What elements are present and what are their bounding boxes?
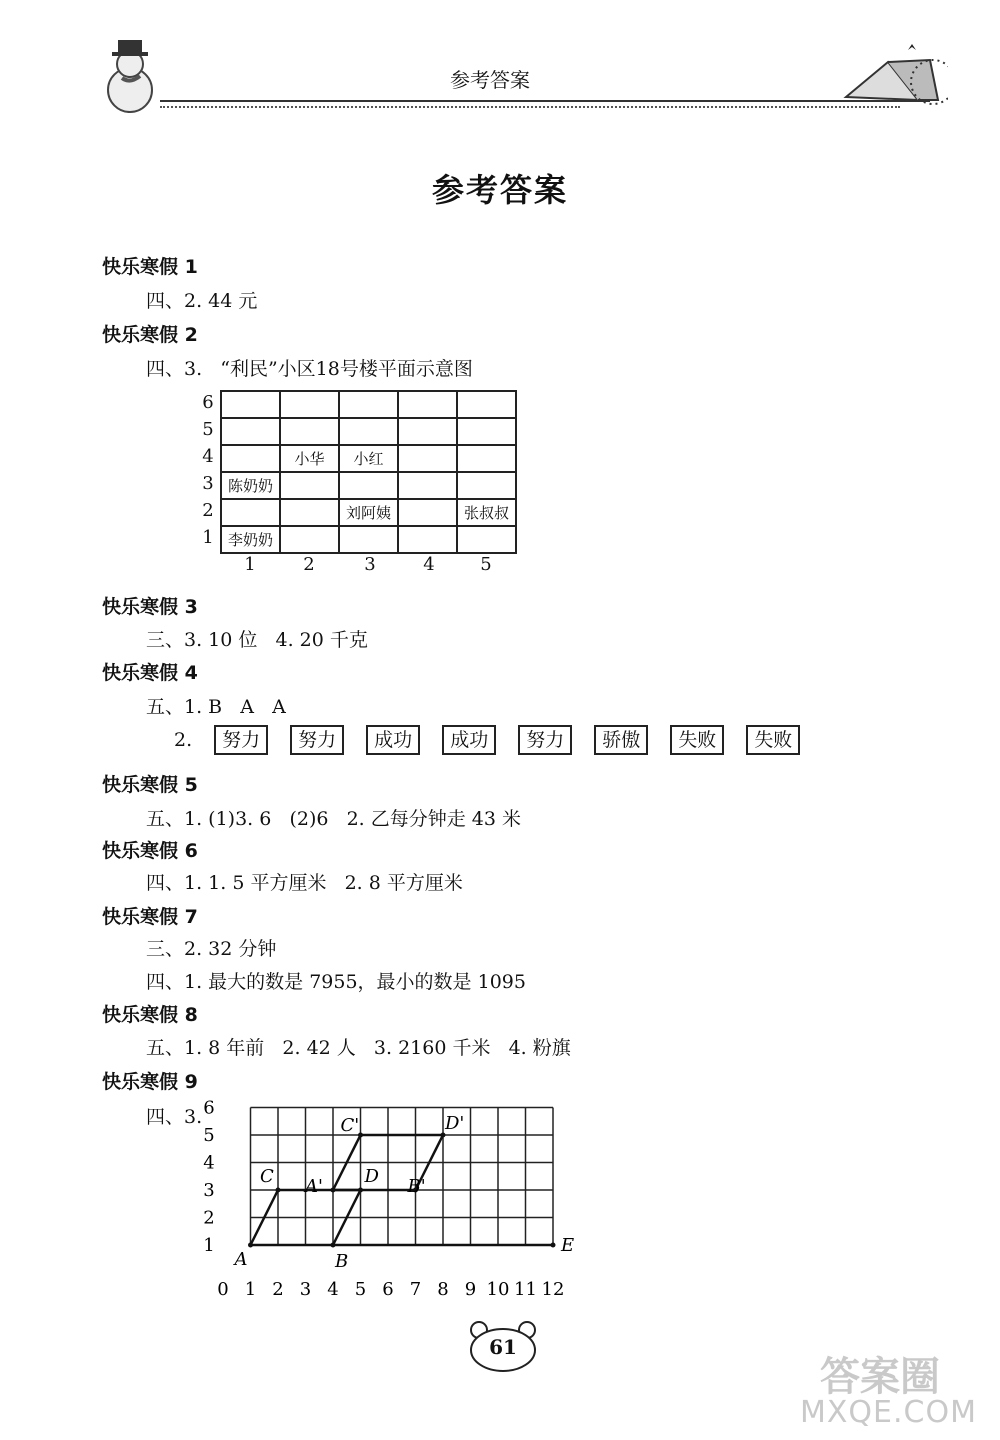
y-tick-label: 3	[203, 1180, 215, 1201]
grid-cell	[280, 499, 339, 526]
y-label: 3	[202, 473, 214, 494]
answer-line: 五、1. 8 年前 2. 42 人 3. 2160 千米 4. 粉旗	[146, 1037, 571, 1059]
answer-line: 三、3. 10 位 4. 20 千克	[146, 629, 368, 651]
grid-cell	[280, 418, 339, 445]
grid-cell	[398, 418, 457, 445]
grid-cell	[457, 391, 516, 418]
x-label: 1	[244, 554, 256, 575]
word-box: 骄傲	[594, 725, 648, 755]
grid-cell	[398, 391, 457, 418]
word-box: 努力	[518, 725, 572, 755]
section-title-8: 快乐寒假 8	[102, 1004, 198, 1026]
word-box: 努力	[214, 725, 268, 755]
grid-cell: 小华	[280, 445, 339, 472]
grid-cell	[457, 526, 516, 553]
x-tick-label: 0	[217, 1279, 229, 1300]
x-label: 3	[364, 554, 376, 575]
point-label: C'	[340, 1115, 360, 1136]
y-tick-label: 2	[203, 1207, 215, 1229]
x-tick-label: 3	[299, 1279, 312, 1300]
point-marker	[331, 1188, 336, 1193]
x-tick-label: 2	[272, 1279, 284, 1300]
word-box: 失败	[746, 725, 800, 755]
answer-line: 四、3.	[146, 1106, 203, 1128]
x-tick-label: 9	[464, 1279, 477, 1300]
grid-cell	[221, 445, 280, 472]
grid-cell	[398, 526, 457, 553]
grid-cell: 陈奶奶	[221, 472, 280, 499]
grid-cell	[457, 418, 516, 445]
x-label: 2	[303, 554, 315, 575]
point-label: D'	[445, 1113, 465, 1134]
answer-line: 五、1. (1)3. 6 (2)6 2. 乙每分钟走 43 米	[146, 808, 521, 830]
word-box-row	[174, 725, 800, 755]
grid-cell	[457, 472, 516, 499]
page-title: 参考答案	[431, 171, 568, 209]
section-title-6: 快乐寒假 6	[102, 840, 198, 862]
y-label: 2	[202, 500, 214, 521]
grid-cell	[280, 472, 339, 499]
page-number: 61	[489, 1335, 517, 1359]
section-title-4: 快乐寒假 4	[102, 662, 198, 684]
point-label: C	[260, 1166, 274, 1187]
y-tick-label: 5	[203, 1125, 215, 1146]
point-label: A	[234, 1249, 248, 1270]
grid-cell	[221, 391, 280, 418]
point-marker	[331, 1243, 336, 1248]
header-divider	[160, 100, 930, 102]
tent-decoration	[838, 42, 948, 117]
point-label: D	[364, 1166, 379, 1187]
grid-cell	[221, 418, 280, 445]
answer-line: 四、1. 最大的数是 7955，最小的数是 1095	[146, 971, 526, 993]
grid-cell	[398, 472, 457, 499]
word-box: 失败	[670, 725, 724, 755]
y-label: 1	[202, 527, 214, 548]
x-tick-label: 8	[437, 1279, 449, 1300]
grid-cell	[457, 445, 516, 472]
grid-cell: 刘阿姨	[339, 499, 398, 526]
y-tick-label: 1	[203, 1235, 215, 1256]
y-tick-label: 6	[203, 1098, 215, 1119]
grid-cell	[280, 391, 339, 418]
grid-cell	[280, 526, 339, 553]
point-label: A'	[305, 1176, 323, 1197]
grid-cell	[398, 445, 457, 472]
answer-line: 四、1. 1. 5 平方厘米 2. 8 平方厘米	[146, 872, 463, 894]
grid-cell	[339, 418, 398, 445]
x-tick-label: 4	[327, 1279, 339, 1300]
grid-cell: 小红	[339, 445, 398, 472]
x-label: 4	[423, 554, 435, 575]
section-title-2: 快乐寒假 2	[102, 324, 198, 346]
answer-line: 四、3. “利民”小区18号楼平面示意图	[146, 358, 473, 380]
x-tick-label: 12	[541, 1279, 565, 1300]
grid-cell: 李奶奶	[221, 526, 280, 553]
word-box: 成功	[366, 725, 420, 755]
point-marker	[551, 1243, 556, 1248]
section-title-9: 快乐寒假 9	[102, 1071, 198, 1093]
section-title-3: 快乐寒假 3	[102, 596, 198, 618]
x-tick-label: 11	[514, 1279, 537, 1300]
x-label: 5	[480, 554, 492, 575]
point-marker	[358, 1188, 363, 1193]
section-title-5: 快乐寒假 5	[102, 774, 198, 796]
answer-line: 四、2. 44 元	[146, 290, 258, 312]
word-box: 成功	[442, 725, 496, 755]
grid-cell	[339, 526, 398, 553]
point-label: B'	[407, 1176, 426, 1197]
x-tick-label: 10	[486, 1279, 510, 1300]
floor-plan-grid	[220, 390, 517, 554]
grid-cell	[339, 391, 398, 418]
watermark-brand: 答案圈	[820, 1354, 940, 1400]
point-marker	[248, 1243, 253, 1248]
header-title: 参考答案	[450, 68, 530, 92]
y-tick-label: 4	[203, 1152, 215, 1174]
point-label: B	[335, 1251, 349, 1272]
point-marker	[276, 1188, 281, 1193]
answer-line: 三、2. 32 分钟	[146, 938, 277, 960]
grid-cell	[221, 499, 280, 526]
grid-cell	[398, 499, 457, 526]
y-label: 4	[202, 446, 214, 467]
grid-cell: 张叔叔	[457, 499, 516, 526]
section-title-7: 快乐寒假 7	[102, 906, 198, 928]
x-tick-label: 6	[382, 1279, 394, 1300]
word-box: 努力	[290, 725, 344, 755]
x-tick-label: 5	[354, 1279, 367, 1300]
grid-cell	[339, 472, 398, 499]
header-dotted-divider	[160, 106, 900, 108]
point-label: E	[561, 1235, 575, 1256]
x-tick-label: 1	[244, 1279, 257, 1300]
watermark-url: MXQE.COM	[800, 1395, 977, 1430]
y-label: 6	[202, 392, 214, 413]
section-title-1: 快乐寒假 1	[102, 256, 198, 278]
word-box-prefix: 2.	[174, 729, 193, 751]
y-label: 5	[202, 419, 214, 440]
answer-line: 五、1. B A A	[146, 696, 286, 718]
coordinate-grid	[195, 1098, 595, 1303]
x-tick-label: 7	[409, 1279, 422, 1300]
